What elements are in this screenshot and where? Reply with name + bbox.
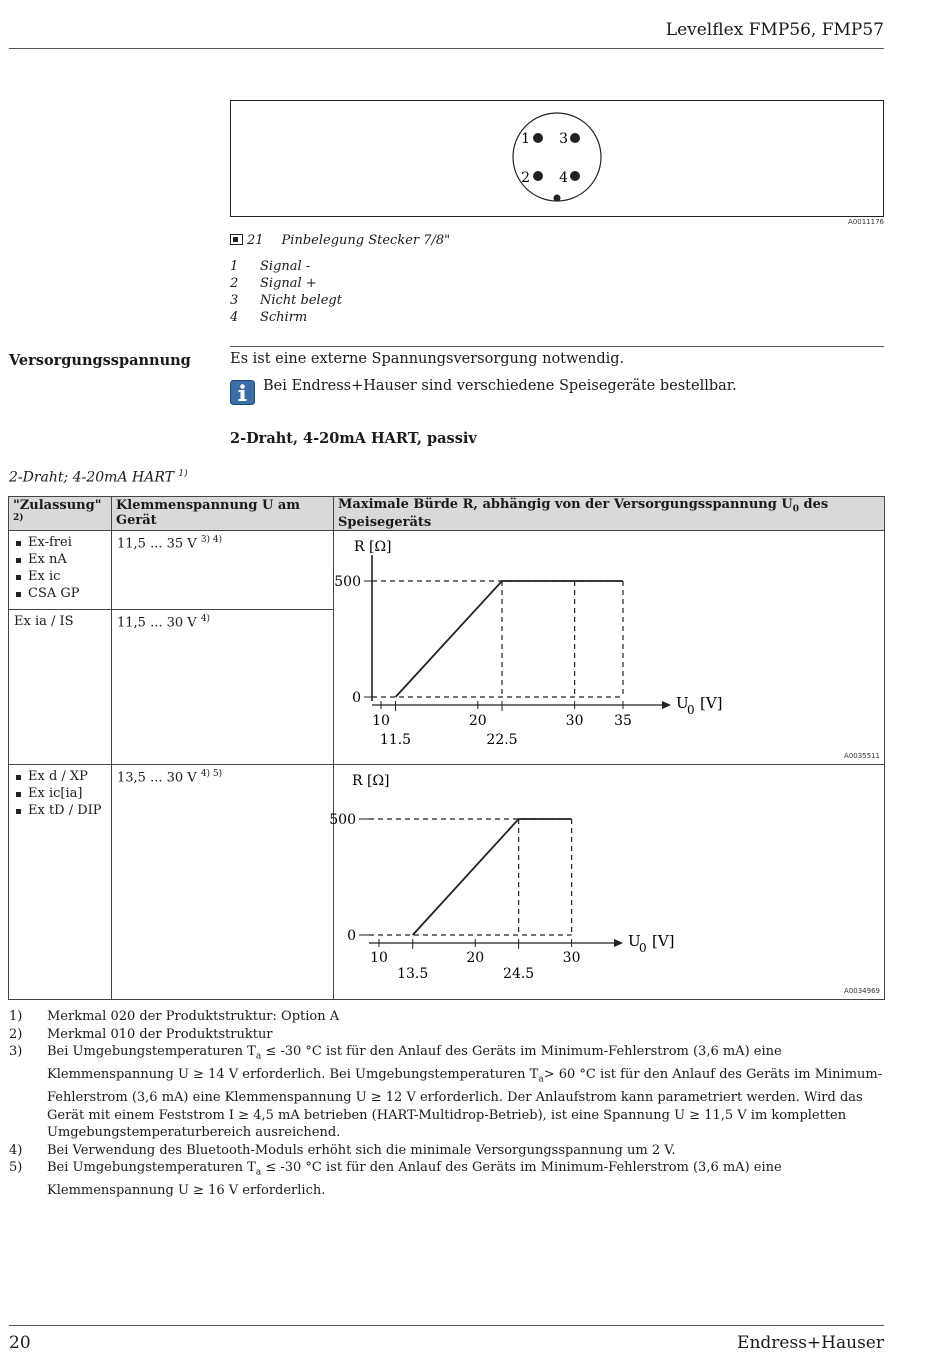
table-row — [9, 764, 885, 999]
figure-caption-text: Pinbelegung Stecker 7/8" — [281, 233, 451, 248]
approval-cell — [9, 764, 112, 999]
figure-code: A0011176 — [848, 218, 884, 226]
x-mark-label: 22.5 — [486, 731, 518, 748]
x-mark-label: 24.5 — [503, 965, 535, 982]
y-tick-label: 500 — [334, 573, 361, 590]
header-title: Levelflex FMP56, FMP57 — [665, 20, 884, 40]
load-chart-cell-2 — [329, 764, 885, 999]
header-rule — [9, 48, 884, 49]
footnote: 1) Merkmal 020 der Produktstruktur: Option A — [9, 1009, 340, 1024]
list-item — [230, 310, 342, 327]
list-item — [230, 276, 342, 293]
x-axis-label-unit: [V] — [700, 693, 723, 712]
connector-key — [554, 195, 561, 202]
list-item — [230, 293, 342, 310]
list-item — [230, 259, 342, 276]
chart-code: A0034969 — [844, 986, 880, 995]
y-tick-label: 0 — [352, 689, 361, 706]
series-line — [396, 581, 623, 697]
footnote: 4) Bei Verwendung des Bluetooth-Moduls erhöht sich die minimale Versorgungsspannung um 2 V. — [9, 1142, 676, 1158]
x-axis-arrow — [614, 939, 623, 947]
footnote: 3) Bei Umgebungstemperaturen $T_a \le -30$ °C ist für den Anlauf des Geräts im Minimum-Fehlerstrom (3,6 mA) eine Klemmenspannung U ≥ 14 V erforderlich. Bei Umgebungstemperaturen $T_a> 60$ °C ist für den Anlauf des Geräts im Minimum-Fehlerstrom (3,6 mA) eine Klemmenspannung U ≥ 12 V erforderlich. Der Anlaufstrom kann parametriert werden. Wird das Gerät mit einem Feststrom I ≥ 4,5 mA betrieben (HART-Multidrop-Betrieb), ist eine Spannung U ≥ 11,5 V im kompletten Umgebungstemperaturbereich ausreichend. — [9, 1044, 883, 1141]
chart-code: A0035511 — [844, 751, 880, 760]
pin-2-dot — [533, 171, 543, 181]
column-header-load: Maximale Bürde R, abhängig von der Versorgungsspannung $U_0$ des Speisegeräts — [334, 497, 885, 531]
x-tick-label: 20 — [466, 949, 485, 966]
x-tick-label: 35 — [614, 712, 632, 729]
approval-cell — [9, 530, 112, 609]
info-icon — [230, 380, 255, 405]
list-item: Ex ic[ia] — [14, 786, 106, 803]
pin-number: 2 — [230, 276, 239, 291]
table-row — [9, 530, 885, 609]
pin-number: 1 — [230, 259, 239, 274]
load-chart-1 — [334, 531, 883, 763]
x-tick-label: 20 — [468, 712, 487, 729]
voltage-cell: 11,5 ... 35 V $^{3) 4)}$ — [112, 530, 334, 609]
connector-figure — [230, 100, 884, 217]
footnotes — [9, 1008, 889, 1200]
y-axis-label: R [Ω] — [352, 772, 390, 789]
x-axis-label-sub: 0 — [687, 702, 695, 717]
x-mark-label: 13.5 — [397, 965, 429, 982]
x-mark-label: 11.5 — [379, 731, 412, 748]
section-text: Es ist eine externe Spannungsversorgung notwendig. — [230, 351, 625, 367]
x-tick-label: 10 — [370, 949, 388, 966]
series-line — [413, 819, 572, 935]
approval-cell: Ex ia / IS — [9, 609, 112, 764]
x-tick-label: 30 — [562, 949, 581, 966]
x-axis-label: U — [676, 693, 689, 712]
y-tick-label: 500 — [329, 811, 356, 828]
connector-outline — [513, 113, 601, 201]
column-header-voltage: Klemmenspannung U am Gerät — [112, 497, 334, 531]
y-axis-label: R [Ω] — [354, 538, 392, 555]
pin-4-dot — [570, 171, 580, 181]
connector-diagram — [231, 101, 883, 216]
pin-label: Schirm — [260, 310, 308, 325]
table-caption: 2-Draht; 4-20mA HART $^{1)}$ — [9, 469, 188, 486]
pin-1-dot — [533, 133, 543, 143]
subheading: 2-Draht, 4-20mA HART, passiv — [230, 430, 477, 447]
pin-label-2: 2 — [521, 170, 530, 186]
x-tick-label: 10 — [372, 712, 390, 729]
table-header-row — [9, 497, 885, 531]
section-rule — [230, 346, 884, 347]
supply-voltage-table — [8, 496, 885, 1000]
pin-number: 4 — [230, 310, 239, 325]
voltage-cell: 13,5 ... 30 V $^{4) 5)}$ — [112, 764, 334, 999]
section-label: Versorgungsspannung — [9, 352, 191, 369]
pin-label-1: 1 — [521, 131, 530, 147]
pin-label-3: 3 — [559, 131, 568, 147]
pin-label: Nicht belegt — [260, 293, 342, 308]
footnote: 2) Merkmal 010 der Produktstruktur — [9, 1026, 273, 1042]
x-axis-label-sub: 0 — [639, 940, 647, 955]
x-axis-label: U — [628, 931, 641, 950]
footnote-ref: 1) — [178, 469, 188, 479]
load-chart-2 — [329, 765, 883, 998]
list-item: Ex tD / DIP — [14, 803, 106, 820]
footer-rule — [9, 1325, 884, 1326]
pin-label: Signal - — [260, 259, 311, 274]
list-item: Ex d / XP — [14, 769, 106, 786]
info-text: Bei Endress+Hauser sind verschiedene Speisegeräte bestellbar. — [263, 378, 737, 394]
footnote: 5) Bei Umgebungstemperaturen $T_a \le -30$ °C ist für den Anlauf des Geräts im Minimum-Fehlerstrom (3,6 mA) eine Klemmenspannung U ≥ 16 V erforderlich. — [9, 1160, 782, 1199]
x-axis-arrow — [662, 701, 671, 709]
pin-label: Signal + — [260, 276, 317, 291]
load-chart-cell-1 — [334, 530, 885, 764]
list-item: Ex nA — [14, 552, 106, 569]
figure-caption — [230, 233, 450, 248]
x-tick-label: 30 — [565, 712, 584, 729]
figure-number: 21 — [247, 233, 264, 248]
footer-brand: Endress+Hauser — [737, 1333, 884, 1353]
list-item: Ex ic — [14, 569, 106, 586]
list-item: Ex-frei — [14, 535, 106, 552]
pin-number: 3 — [230, 293, 239, 308]
list-item: CSA GP — [14, 586, 106, 603]
pin-label-4: 4 — [559, 170, 568, 186]
pin-3-dot — [570, 133, 580, 143]
x-axis-label-unit: [V] — [652, 931, 675, 950]
voltage-cell: 11,5 ... 30 V $^{4)}$ — [112, 609, 334, 764]
y-tick-label: 0 — [347, 927, 356, 944]
page-number: 20 — [9, 1333, 31, 1353]
column-header-approval: "Zulassung" $^{2)}$ — [9, 497, 112, 531]
pin-list — [230, 259, 342, 327]
figure-icon — [230, 234, 243, 245]
